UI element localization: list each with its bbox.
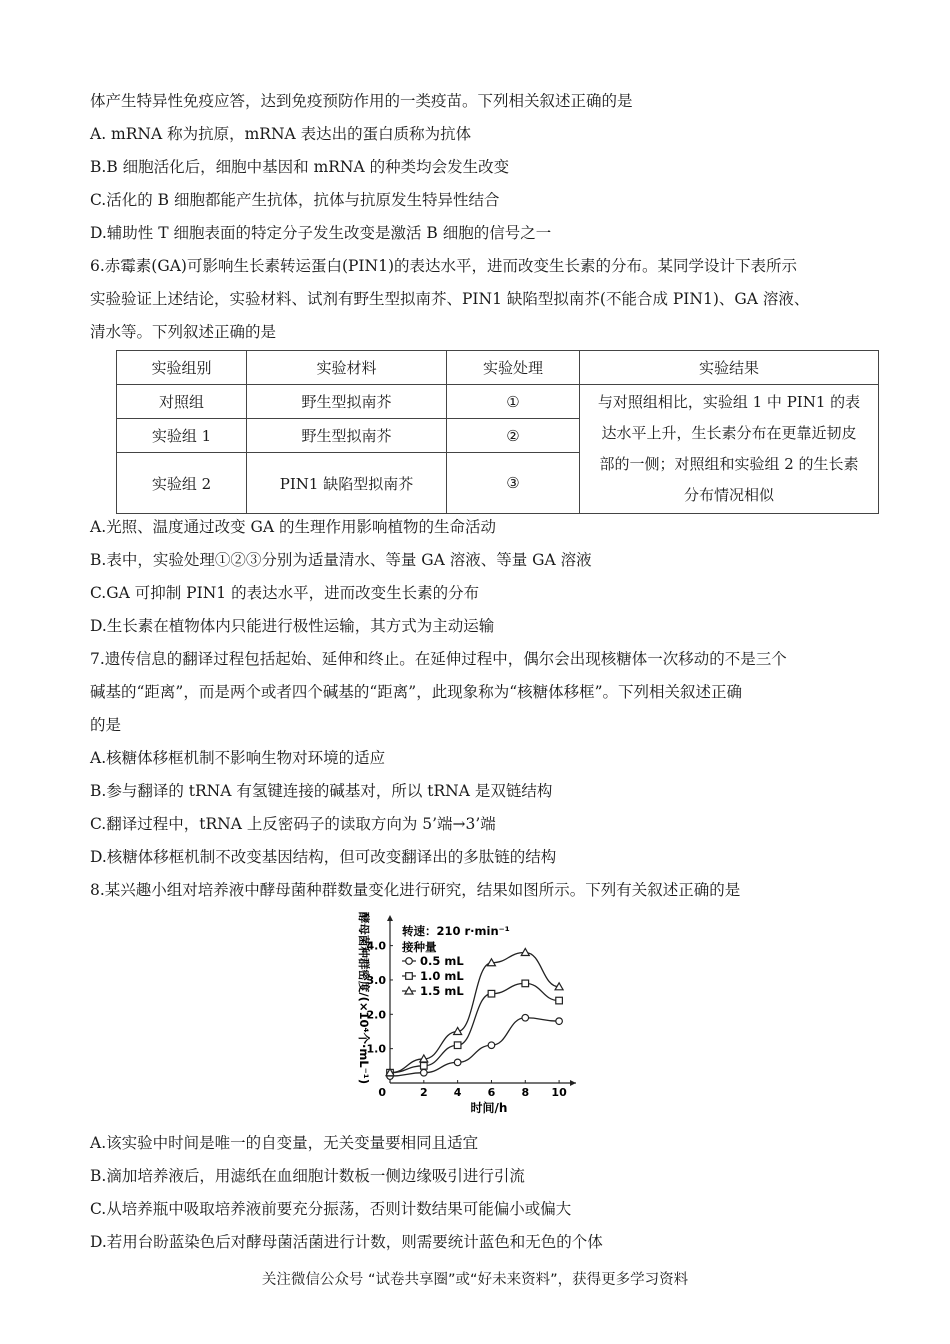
x-tick-label: 6	[487, 1086, 496, 1099]
y-tick-label: 4.0	[366, 939, 386, 953]
data-point	[421, 1069, 428, 1076]
q5-option-d: D.辅助性 T 细胞表面的特定分子发生改变是激活 B 细胞的信号之一	[90, 224, 552, 242]
table-header-cell: 实验处理	[447, 351, 580, 385]
x-axis-label: 时间/h	[470, 1101, 508, 1115]
series-line	[390, 1018, 559, 1076]
q5-option-c: C.活化的 B 细胞都能产生抗体，抗体与抗原发生特异性结合	[90, 191, 500, 209]
q8-option-a: A.该实验中时间是唯一的自变量，无关变量要相同且适宜	[90, 1134, 479, 1152]
q5-option-a: A. mRNA 称为抗原，mRNA 表达出的蛋白质称为抗体	[90, 125, 472, 143]
data-point	[454, 1042, 461, 1049]
result-line: 达水平上升，生长素分布在更靠近韧皮	[601, 424, 857, 442]
legend-entry: 1.0 mL	[420, 969, 464, 983]
table-row	[117, 385, 879, 419]
question-8-stem: 8.某兴趣小组对培养液中酵母菌种群数量变化进行研究，结果如图所示。下列有关叙述正确的是	[90, 881, 741, 899]
y-tick-label: 3.0	[366, 973, 386, 987]
yeast-density-chart	[338, 905, 588, 1115]
q7-option-d: D.核糖体移框机制不改变基因结构，但可改变翻译出的多肽链的结构	[90, 848, 557, 866]
question-5-stem-end: 体产生特异性免疫应答，达到免疫预防作用的一类疫苗。下列相关叙述正确的是	[90, 92, 633, 110]
q7-option-c: C.翻译过程中，tRNA 上反密码子的读取方向为 5’端→3’端	[90, 815, 496, 833]
table-header-cell: 实验组别	[117, 351, 247, 385]
table-header-cell: 实验结果	[580, 351, 879, 385]
table-cell: 实验组 2	[117, 453, 247, 514]
experiment-table	[116, 350, 879, 514]
result-line: 部的一侧；对照组和实验组 2 的生长素	[599, 455, 859, 473]
q5-option-b: B.B 细胞活化后，细胞中基因和 mRNA 的种类均会发生改变	[90, 158, 510, 176]
question-6-stem-2: 实验验证上述结论，实验材料、试剂有野生型拟南芥、PIN1 缺陷型拟南芥(不能合成 PIN1)、GA 溶液、	[90, 290, 810, 308]
table-header-cell: 实验材料	[247, 351, 447, 385]
table-cell: 野生型拟南芥	[247, 385, 447, 419]
table-cell: ②	[447, 419, 580, 453]
table-cell: PIN1 缺陷型拟南芥	[247, 453, 447, 514]
x-tick-label: 4	[453, 1086, 462, 1099]
footer-note: 关注微信公众号 “试卷共享圈”或“好未来资料”，获得更多学习资料	[261, 1272, 689, 1288]
question-7-stem: 7.遗传信息的翻译过程包括起始、延伸和终止。在延伸过程中，偶尔会出现核糖体一次移动的不是三个	[90, 650, 787, 668]
data-point	[522, 980, 529, 987]
q6-option-d: D.生长素在植物体内只能进行极性运输，其方式为主动运输	[90, 617, 495, 635]
data-point	[556, 1018, 563, 1025]
y-axis-label: 酵母菌种群密度/(×10⁴个·mL⁻¹)	[357, 911, 371, 1085]
table-cell: 对照组	[117, 385, 247, 419]
q7-option-b: B.参与翻译的 tRNA 有氢键连接的碱基对，所以 tRNA 是双链结构	[90, 782, 553, 800]
table-cell: 野生型拟南芥	[247, 419, 447, 453]
legend-marker	[406, 958, 413, 965]
q8-option-d: D.若用台盼蓝染色后对酵母菌活菌进行计数，则需要统计蓝色和无色的个体	[90, 1233, 603, 1251]
x-tick-label: 8	[521, 1086, 530, 1099]
question-6-stem: 6.赤霉素(GA)可影响生长素转运蛋白(PIN1)的表达水平，进而改变生长素的分布。某同学设计下表所示	[90, 257, 798, 275]
q8-option-c: C.从培养瓶中吸取培养液前要充分振荡，否则计数结果可能偏小或偏大	[90, 1200, 572, 1218]
data-point	[421, 1063, 428, 1070]
q6-option-b: B.表中，实验处理①②③分别为适量清水、等量 GA 溶液、等量 GA 溶液	[90, 551, 592, 569]
table-cell: ①	[447, 385, 580, 419]
q6-option-a: A.光照、温度通过改变 GA 的生理作用影响植物的生命活动	[90, 518, 497, 536]
legend-title: 接种量	[402, 940, 437, 954]
y-axis-arrow	[387, 915, 393, 921]
legend-marker	[406, 973, 413, 980]
table-header-row	[117, 351, 879, 385]
y-tick-label: 2.0	[366, 1008, 386, 1022]
question-6-stem-3: 清水等。下列叙述正确的是	[90, 323, 277, 341]
legend-entry: 1.5 mL	[420, 984, 464, 998]
q8-option-b: B.滴加培养液后，用滤纸在血细胞计数板一侧边缘吸引进行引流	[90, 1167, 525, 1185]
data-point	[488, 990, 495, 997]
question-7-stem-2: 碱基的“距离”，而是两个或者四个碱基的“距离”，此现象称为“核糖体移框”。下列相关叙述正确	[90, 683, 743, 701]
result-line: 分布情况相似	[683, 486, 774, 504]
q6-option-c: C.GA 可抑制 PIN1 的表达水平，进而改变生长素的分布	[90, 584, 480, 602]
y-tick-label: 1.0	[366, 1042, 386, 1056]
data-point	[556, 997, 563, 1004]
data-point	[454, 1059, 461, 1066]
x-tick-label: 2	[419, 1086, 428, 1099]
origin-label: 0	[378, 1086, 386, 1099]
result-line: 与对照组相比，实验组 1 中 PIN1 的表	[597, 393, 861, 411]
chart-title: 转速：210 r·min⁻¹	[402, 924, 510, 938]
table-result-cell	[580, 385, 879, 514]
q7-option-a: A.核糖体移框机制不影响生物对环境的适应	[90, 749, 386, 767]
legend-entry: 0.5 mL	[420, 954, 464, 968]
question-7-stem-3: 的是	[90, 716, 122, 734]
data-point	[522, 1014, 529, 1021]
table-cell: ③	[447, 453, 580, 514]
data-point	[488, 1042, 495, 1049]
x-tick-label: 10	[551, 1086, 567, 1099]
table-cell: 实验组 1	[117, 419, 247, 453]
x-axis-arrow	[570, 1080, 576, 1086]
